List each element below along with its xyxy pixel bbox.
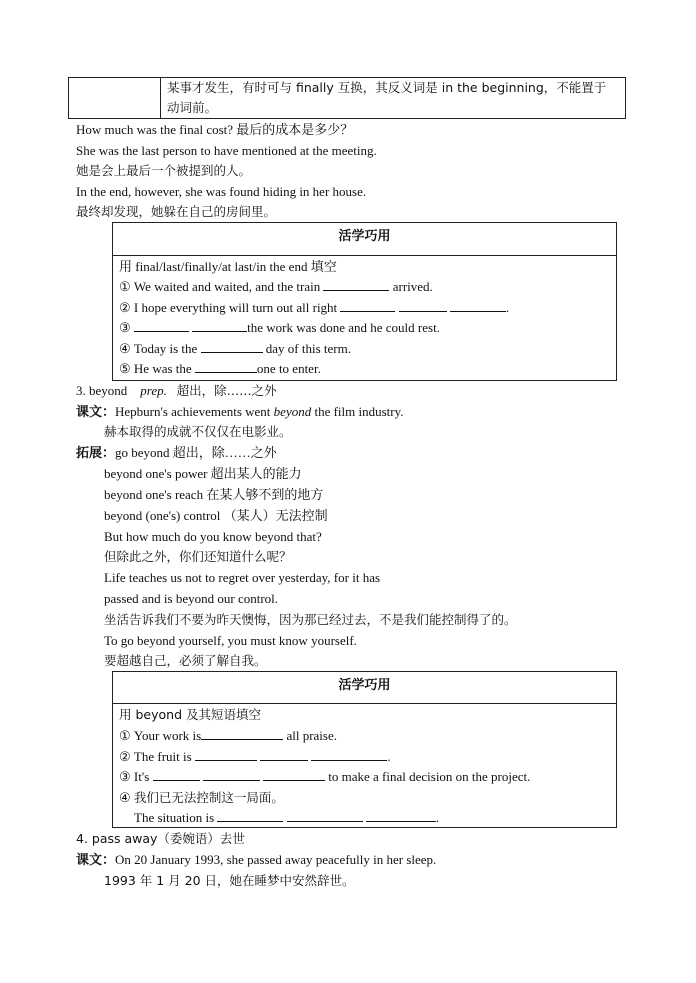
- section-3-line-10: 要超越自己，必须了解自我。: [104, 653, 267, 668]
- blank[interactable]: [201, 728, 283, 740]
- section-4-heading: 4. pass away（委婉语）去世: [76, 831, 245, 846]
- blank[interactable]: [399, 300, 447, 312]
- box2-item-4-answer: The situation is .: [134, 810, 440, 825]
- box2-item-1: ① Your work is all praise.: [119, 728, 338, 743]
- practice-box-1-divider: [113, 255, 616, 256]
- box1-item-2: ② I hope everything will turn out all right .: [119, 300, 510, 315]
- blank[interactable]: [323, 279, 389, 291]
- blank[interactable]: [195, 361, 257, 373]
- section-3-line-2: beyond one's reach 在某人够不到的地方: [104, 487, 324, 502]
- practice-box-1: [112, 222, 617, 381]
- top-table-divider: [160, 78, 161, 118]
- box1-item-1: ① We waited and waited, and the train arrived.: [119, 279, 433, 294]
- box1-item-3: ③ the work was done and he could rest.: [119, 320, 440, 335]
- section-3-line-6: Life teaches us not to regret over yesterday, for it has: [104, 570, 381, 585]
- example-line-1: How much was the final cost? 最后的成本是多少？: [76, 122, 354, 137]
- practice-box-1-title: 活学巧用: [338, 229, 391, 244]
- example-line-5: 最终却发现，她躲在自己的房间里。: [76, 204, 277, 219]
- blank[interactable]: [217, 810, 283, 822]
- section-3-kewen-cn: 赫本取得的成就不仅仅在电影业。: [104, 424, 292, 439]
- practice-box-2-divider: [113, 703, 616, 704]
- practice-box-2-title: 活学巧用: [338, 678, 391, 693]
- box2-item-3: ③ It's to make a final decision on the project.: [119, 769, 531, 784]
- blank[interactable]: [366, 810, 436, 822]
- section-3-kewen: 课文：Hepburn's achievements went beyond the film industry.: [76, 404, 404, 420]
- top-table-line-2: 动词前。: [167, 100, 218, 115]
- box2-item-2: ② The fruit is .: [119, 749, 391, 764]
- blank[interactable]: [287, 810, 363, 822]
- top-table-line-1: 某事才发生，有时可与 finally 互换，其反义词是 in the beginning，不能置于: [167, 80, 607, 95]
- example-line-4: In the end, however, she was found hiding in her house.: [76, 184, 367, 199]
- section-3-heading: 3. beyond prep. 超出，除……之外: [76, 383, 277, 398]
- blank[interactable]: [192, 320, 247, 332]
- section-3-line-5: 但除此之外，你们还知道什么呢？: [104, 549, 292, 564]
- blank[interactable]: [153, 769, 200, 781]
- blank[interactable]: [450, 300, 506, 312]
- practice-box-2-instruction: 用 beyond 及其短语填空: [119, 707, 261, 722]
- section-3-tuozhan: 拓展：go beyond 超出，除……之外: [76, 445, 277, 461]
- blank[interactable]: [260, 749, 308, 761]
- section-3-line-4: But how much do you know beyond that?: [104, 529, 322, 544]
- blank[interactable]: [263, 769, 325, 781]
- practice-box-2: [112, 671, 617, 828]
- section-3-line-3: beyond (one's) control （某人）无法控制: [104, 508, 328, 523]
- section-3-line-8: 坐活告诉我们不要为昨天懊悔，因为那已经过去，不是我们能控制得了的。: [104, 612, 517, 627]
- section-3-line-1: beyond one's power 超出某人的能力: [104, 466, 302, 481]
- section-4-kewen: 课文：On 20 January 1993, she passed away peacefully in her sleep.: [76, 852, 437, 868]
- box1-item-5: ⑤ He was the one to enter.: [119, 361, 321, 376]
- section-4-kewen-cn: 1993 年 1 月 20 日，她在睡梦中安然辞世。: [104, 873, 355, 888]
- blank[interactable]: [203, 769, 260, 781]
- box1-item-4: ④ Today is the day of this term.: [119, 341, 351, 356]
- blank[interactable]: [134, 320, 189, 332]
- example-line-3: 她是会上最后一个被提到的人。: [76, 163, 252, 178]
- example-line-2: She was the last person to have mentioned at the meeting.: [76, 143, 377, 158]
- section-3-line-7: passed and is beyond our control.: [104, 591, 279, 606]
- blank[interactable]: [340, 300, 395, 312]
- practice-box-1-instruction: 用 final/last/finally/at last/in the end 填空: [119, 259, 337, 274]
- blank[interactable]: [195, 749, 257, 761]
- box2-item-4: ④ 我们已无法控制这一局面。: [119, 790, 284, 805]
- section-3-line-9: To go beyond yourself, you must know yourself.: [104, 633, 357, 648]
- blank[interactable]: [201, 341, 263, 353]
- top-table: [68, 77, 626, 119]
- blank[interactable]: [311, 749, 387, 761]
